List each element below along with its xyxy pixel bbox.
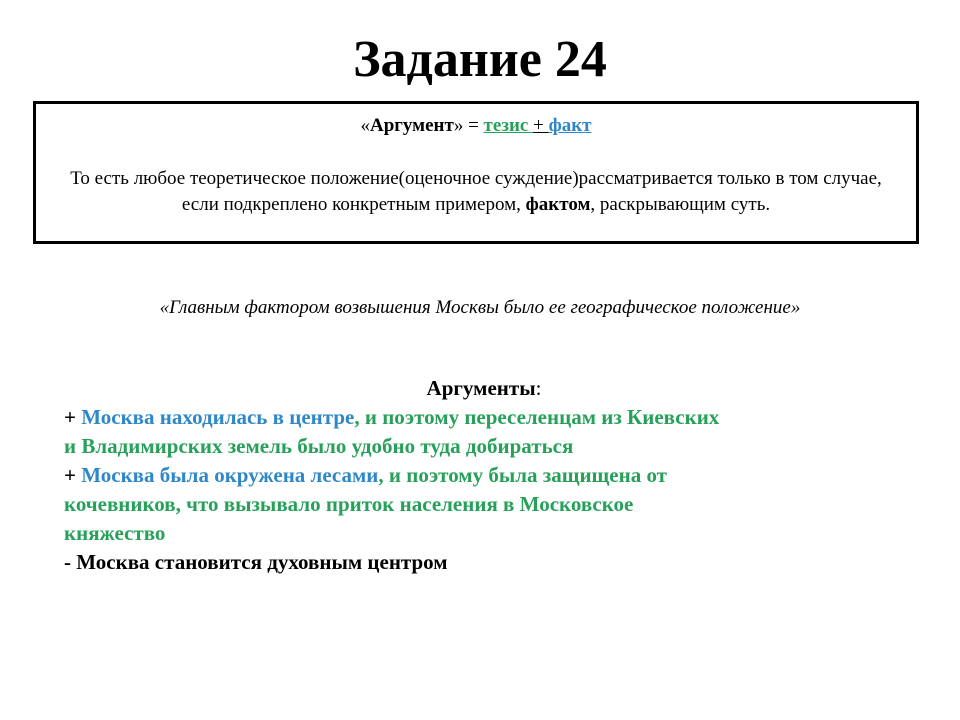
explanation-bold-fact: фактом (525, 194, 591, 215)
arguments-block (64, 374, 904, 577)
argument-word: Аргумент (370, 115, 454, 136)
quote-open: « (360, 115, 370, 136)
argument-1-fact: Москва находилась в центре (81, 405, 355, 429)
argument-2-sign: + (64, 463, 82, 487)
explanation-text: То есть любое теоретическое положение(оценочное суждение)рассматривается только в том случае, если подкреплено конкретным примером, (70, 168, 882, 215)
argument-3: - Москва становится духовным центром (64, 550, 448, 574)
explanation-end: , раскрывающим суть. (590, 194, 771, 215)
arguments-heading-text: Аргументы (426, 376, 536, 400)
definition-box (33, 101, 919, 244)
slide-title: Задание 24 (353, 31, 607, 88)
plus-sign: + (533, 115, 549, 136)
argument-formula (36, 114, 916, 138)
definition-explanation (56, 166, 896, 218)
argument-1-reason: , и поэтому переселенцам из Киевских (354, 405, 720, 429)
arguments-heading (64, 374, 904, 403)
argument-1-line-2: и Владимирских земель было удобно туда добираться (64, 434, 574, 458)
argument-2-fact: Москва была окружена лесами (81, 463, 379, 487)
fact-word: факт (548, 115, 592, 136)
argument-2-line-3: княжество (64, 521, 166, 545)
thesis-word: тезис (483, 115, 534, 136)
argument-2-line-1 (64, 461, 904, 490)
argument-2-line-2: кочевников, что вызывало приток населения в Московское (64, 492, 634, 516)
thesis-statement: «Главным фактором возвышения Москвы было ее географическое положение» (159, 297, 801, 318)
quote-close-equals: » = (453, 115, 484, 136)
argument-1-sign: + (64, 405, 82, 429)
argument-2-reason: , и поэтому была защищена от (378, 463, 667, 487)
argument-1-line-1 (64, 403, 904, 432)
arguments-heading-colon: : (535, 376, 542, 400)
